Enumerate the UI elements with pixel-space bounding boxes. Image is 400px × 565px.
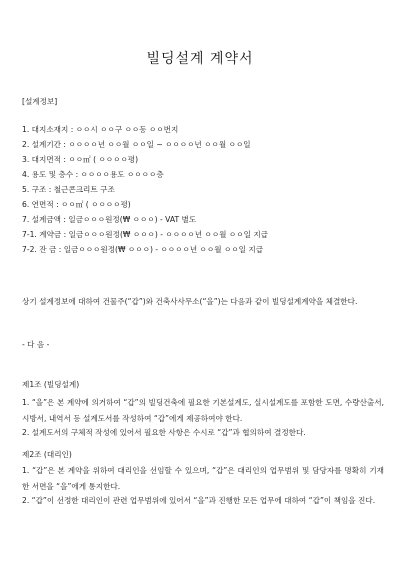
info-item-site-location: 1. 대지소재지 : ㅇㅇ시 ㅇㅇ구 ㅇㅇ동 ㅇㅇ번지	[22, 125, 179, 134]
article1-item-2: 2. 설계도서의 구체적 작성에 있어서 필요한 사항은 수시로 “갑”과 협의하여 결정한다.	[22, 428, 306, 437]
article1-item-1: 1. “을”은 본 계약에 의거하여 “갑”의 빌딩건축에 필요한 기본설계도, 실시설계도를 포함한 도면, 수량산출서, 시방서, 내역서 등 설계도서를 작성하여 “갑”에게 제공하여야 한다.	[22, 398, 384, 423]
info-section-header: [설계정보]	[22, 97, 58, 106]
info-item-design-fee: 7. 설계금액 : 일금ㅇㅇㅇ원정(₩ ㅇㅇㅇ) - VAT 별도	[22, 215, 197, 224]
article2-item-2: 2. “갑”이 선정한 대리인이 관련 업무범위에 있어서 “을”과 진행한 모든 업무에 대하여 “갑”이 책임을 진다.	[22, 496, 376, 505]
article2-item-1: 1. “갑”은 본 계약을 위하여 대리인을 선임할 수 있으며, “갑”은 대리인의 업무범위 및 담당자를 명확히 기재한 서면을 “을”에게 통지한다.	[22, 466, 384, 491]
article2-heading: 제2조 (대리인)	[22, 450, 72, 459]
info-item-site-area: 3. 대지면적 : ㅇㅇ㎡ ( ㅇㅇㅇㅇ평)	[22, 155, 139, 164]
info-item-structure: 5. 구조 : 철근콘크리트 구조	[22, 185, 115, 194]
info-item-design-period: 2. 설계기간 : ㅇㅇㅇㅇ년 ㅇㅇ월 ㅇㅇ일 ~ ㅇㅇㅇㅇ년 ㅇㅇ월 ㅇㅇ일	[22, 140, 251, 149]
next-label: - 다 음 -	[22, 340, 50, 349]
info-item-use-floors: 4. 용도 및 층수 : ㅇㅇㅇㅇ용도 ㅇㅇㅇㅇ층	[22, 170, 164, 179]
document-title: 빌딩설계 계약서	[146, 51, 254, 67]
info-item-deposit: 7-1. 계약금 : 일금ㅇㅇㅇ원정(₩ ㅇㅇㅇ) - ㅇㅇㅇㅇ년 ㅇㅇ월 ㅇㅇ일 지급	[22, 230, 268, 239]
intro-paragraph: 상기 설계정보에 대하여 건물주(“갑”)와 건축사사무소(“을”)는 다음과 같이 빌딩설계계약을 체결한다.	[22, 297, 358, 306]
article1-heading: 제1조 (빌딩설계)	[22, 380, 80, 389]
info-item-floor-area: 6. 연면적 : ㅇㅇ㎡ ( ㅇㅇㅇㅇ평)	[22, 200, 131, 209]
info-item-balance: 7-2. 잔 금 : 일금ㅇㅇㅇ원정(₩ ㅇㅇㅇ) - ㅇㅇㅇㅇ년 ㅇㅇ월 ㅇㅇ일 지급	[22, 245, 264, 254]
